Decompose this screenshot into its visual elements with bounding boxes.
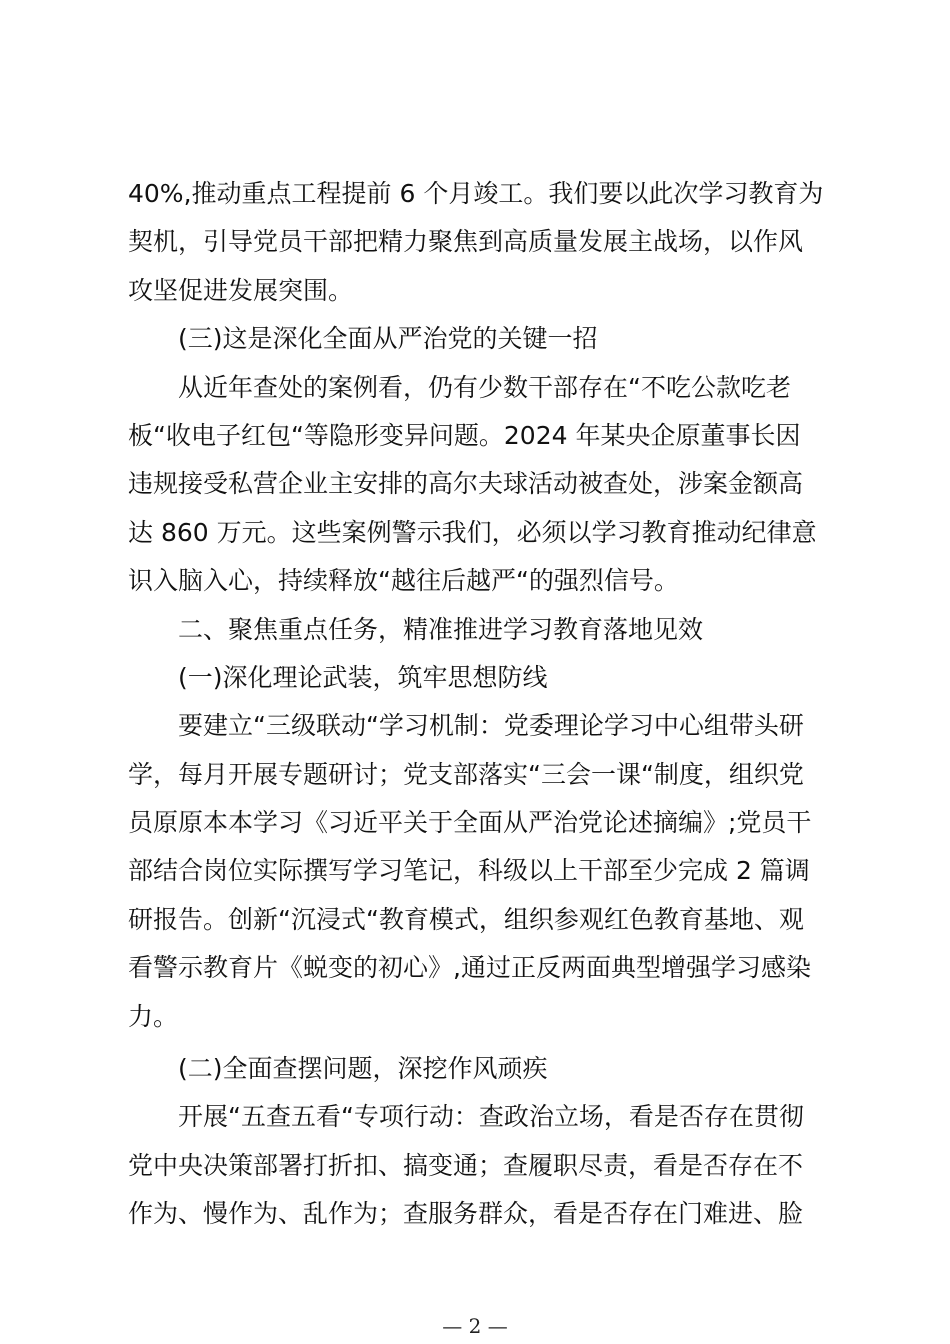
paragraph-line: 研报告。创新“沉浸式“教育模式，组织参观红色教育基地、观 xyxy=(128,904,804,934)
paragraph-line: 开展“五查五看“专项行动：查政治立场，看是否存在贯彻 xyxy=(178,1102,804,1132)
page-number: — 2 — xyxy=(442,1314,508,1338)
paragraph-line: 学，每月开展专题研讨；党支部落实“三会一课“制度，组织党 xyxy=(128,759,804,789)
paragraph-line: 契机，引导党员干部把精力聚焦到高质量发展主战场，以作风 xyxy=(128,227,804,257)
paragraph-line: 要建立“三级联动“学习机制：党委理论学习中心组带头研 xyxy=(178,711,804,741)
paragraph-line: 部结合岗位实际撰写学习笔记，科级以上干部至少完成 2 篇调 xyxy=(128,856,810,886)
paragraph-line: 达 860 万元。这些案例警示我们，必须以学习教育推动纪律意 xyxy=(128,517,817,547)
subsection-heading: (一)深化理论武装，筑牢思想防线 xyxy=(178,662,548,692)
section-heading: (三)这是深化全面从严治党的关键一招 xyxy=(178,324,598,354)
paragraph-line: 从近年查处的案例看，仍有少数干部存在“不吃公款吃老 xyxy=(178,372,791,402)
section-heading: 二、聚焦重点任务，精准推进学习教育落地见效 xyxy=(178,614,704,644)
paragraph-line: 40%,推动重点工程提前 6 个月竣工。我们要以此次学习教育为 xyxy=(128,179,824,208)
body-text xyxy=(128,170,834,1239)
paragraph-line: 攻坚促进发展突围。 xyxy=(128,275,354,305)
paragraph-line: 看警示教育片《蜕变的初心》,通过正反两面典型增强学习感染 xyxy=(128,953,811,983)
subsection-heading: (二)全面查摆问题，深挖作风顽疾 xyxy=(178,1054,548,1084)
paragraph-line: 识入脑入心，持续释放“越往后越严“的强烈信号。 xyxy=(128,566,679,596)
paragraph-line: 板“收电子红包“等隐形变异问题。2024 年某央企原董事长因 xyxy=(128,420,801,450)
paragraph-line: 力。 xyxy=(128,1001,179,1031)
paragraph-line: 违规接受私营企业主安排的高尔夫球活动被查处，涉案金额高 xyxy=(128,469,804,499)
paragraph-line: 作为、慢作为、乱作为；查服务群众，看是否存在门难进、脸 xyxy=(128,1199,804,1229)
paragraph-line: 党中央决策部署打折扣、搞变通；查履职尽责，看是否存在不 xyxy=(128,1150,804,1180)
paragraph-line: 员原原本本学习《习近平关于全面从严治党论述摘编》;党员干 xyxy=(128,808,812,838)
